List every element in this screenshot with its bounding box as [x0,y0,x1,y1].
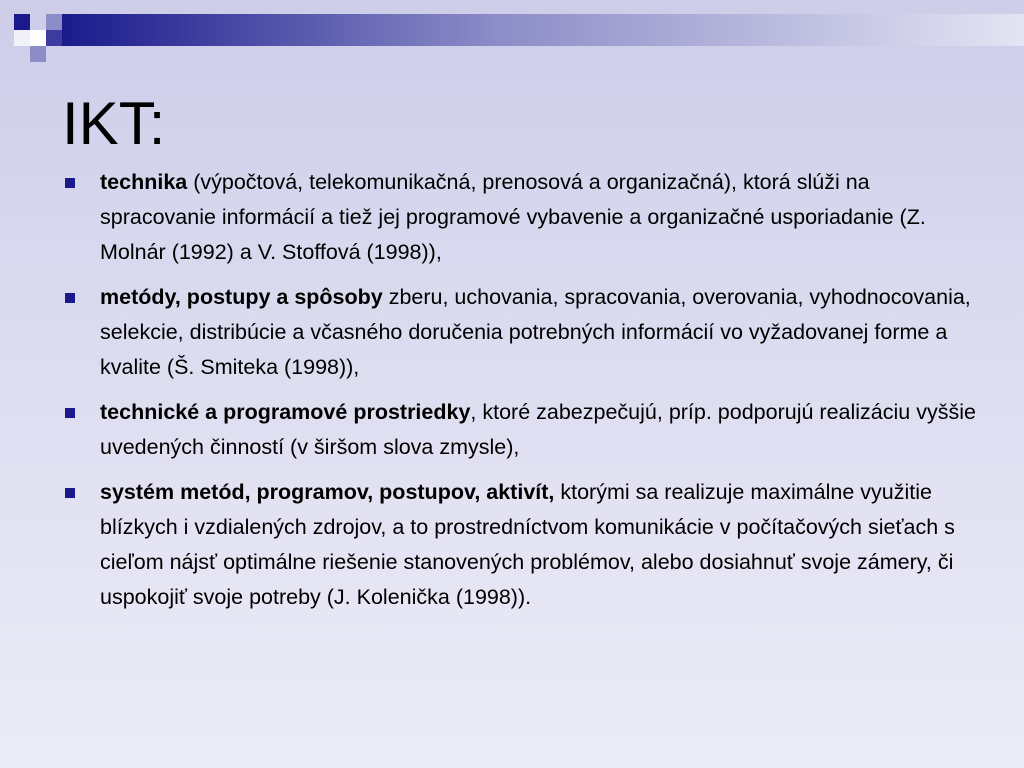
list-item [62,475,982,615]
bullet-term: metódy, postupy a spôsoby [100,285,383,309]
bullet-text: zberu, uchovania, spracovania, overovania, vyhodnocovania, selekcie, distribúcie a včasného doručenia potrebných informácií vo vyžadovanej forme a kvalite (Š. Smiteka (1998)), [100,285,971,379]
square-bullet-icon [65,488,75,498]
header-gradient-bar [62,14,1024,46]
decor-square [30,46,46,62]
slide-title: IKT: [62,90,166,157]
square-bullet-icon [65,178,75,188]
bullet-term: technické a programové prostriedky [100,400,471,424]
decor-square [14,14,30,30]
bullet-text: ktorými sa realizuje maximálne využitie blízkych i vzdialených zdrojov, a to prostredníctvom komunikácie v počítačových sieťach s cieľom nájsť optimálne riešenie stanovených problémov, alebo dosiahnuť svoje zámery, či uspokojiť svoje potreby (J. Kolenička (1998)). [100,480,955,609]
bullet-text: , ktoré zabezpečujú, príp. podporujú realizáciu vyššie uvedených činností (v širšom slova zmysle), [100,400,976,459]
decor-square [30,30,46,46]
bullet-term: systém metód, programov, postupov, aktivít, [100,480,555,504]
bullet-list [62,165,982,625]
square-bullet-icon [65,408,75,418]
header-decoration [0,0,1024,70]
decor-square [46,30,62,46]
bullet-term: technika [100,170,188,194]
list-item [62,165,982,270]
list-item [62,395,982,465]
decor-square [14,30,30,46]
bullet-text: (výpočtová, telekomunikačná, prenosová a organizačná), ktorá slúži na spracovanie informácií a tiež jej programové vybavenie a organizačné usporiadanie (Z. Molnár (1992) a V. Stoffová (1998)), [100,170,926,264]
decor-square [46,14,62,30]
list-item [62,280,982,385]
square-bullet-icon [65,293,75,303]
